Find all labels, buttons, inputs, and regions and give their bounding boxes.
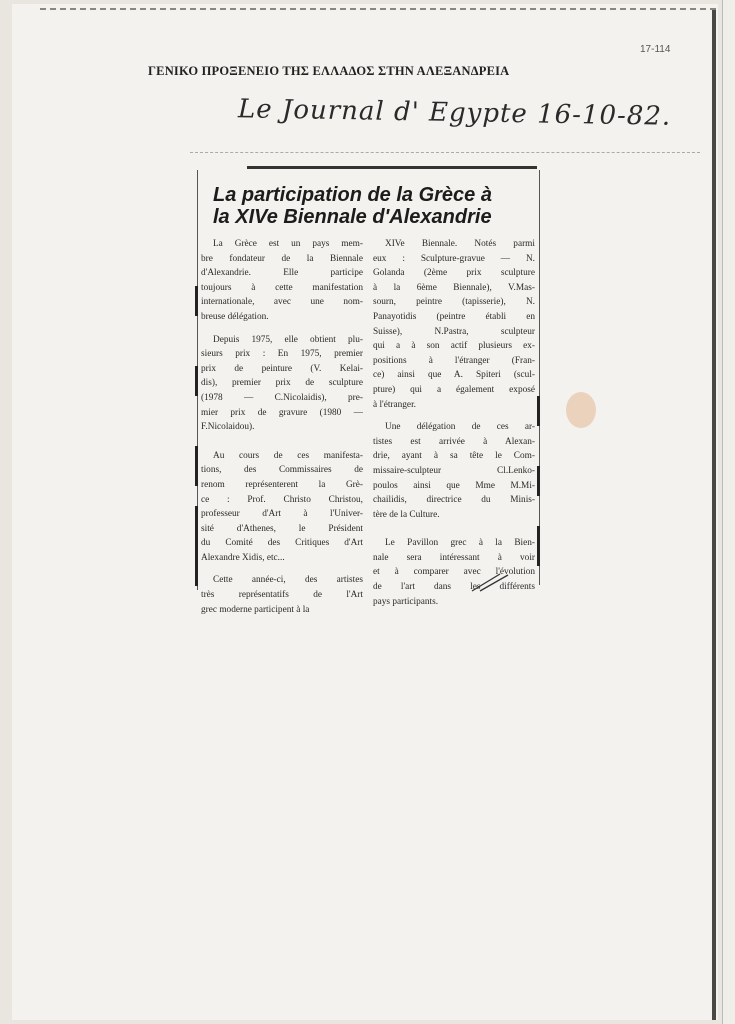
page-margin	[722, 0, 735, 1024]
article-text-line: qui a à son actif plusieurs ex-	[373, 341, 535, 352]
article-text-line: à la 6ème Biennale), V.Mas-	[373, 282, 535, 293]
top-divider	[40, 8, 716, 10]
article-text-line: Alexandre Xidis, etc...	[201, 552, 285, 563]
article-text-line: et à comparer avec l'évolution	[373, 567, 535, 578]
dashed-divider	[190, 152, 700, 153]
article-text-line: drie, ayant à sa tête le Com-	[373, 451, 535, 462]
article-text-line: professeur d'Art à l'Univer-	[201, 509, 363, 520]
letterhead: ΓΕΝΙΚΟ ΠΡΟΞΕΝΕΙΟ ΤΗΣ ΕΛΛΑΔΟΣ ΣΤΗΝ ΑΛΕΞΑΝΔΡΕΙΑ	[148, 64, 510, 78]
article-text-line: tistes est arrivée à Alexan-	[373, 436, 535, 447]
column-rule	[537, 396, 540, 426]
column-rule	[195, 366, 198, 396]
article-text-line: pture) qui a également exposé	[373, 384, 535, 395]
article-text-line: sité d'Athenes, le Président	[201, 523, 363, 534]
article-text-line: toujours à cette manifestation	[201, 282, 363, 293]
article-title-line-2: la XIVe Biennale d'Alexandrie	[213, 206, 492, 228]
article-text-line: tère de la Culture.	[373, 509, 440, 520]
article-text-line: positions à l'étranger (Fran-	[373, 355, 535, 366]
page-edge	[712, 8, 716, 1020]
article-text-line: Une délégation de ces ar-	[385, 422, 535, 433]
paragraph-gap	[373, 412, 535, 420]
article-text-line: ce) ainsi que A. Spiteri (scul-	[373, 370, 535, 381]
article-text-line: internationale, avec une nom-	[201, 297, 363, 308]
article-column-left	[201, 237, 363, 617]
column-rule	[537, 526, 540, 566]
paragraph-gap	[201, 565, 363, 573]
article-text-line: ce : Prof. Christo Christou,	[201, 494, 363, 505]
article-text-line: dis), premier prix de sculpture	[201, 378, 363, 389]
article-text-line: à l'étranger.	[373, 399, 416, 410]
article-text-line: Panayotidis (peintre établi en	[373, 311, 535, 322]
article-text-line: pays participants.	[373, 596, 439, 607]
newspaper-clipping	[195, 166, 541, 615]
article-text-line: poulos ainsi que Mme M.Mi-	[373, 480, 535, 491]
article-text-line: Golanda (2ème prix sculpture	[373, 268, 535, 279]
clipping-top-rule	[247, 166, 537, 169]
article-text-line: d'Alexandrie. Elle participe	[201, 268, 363, 279]
column-rule	[195, 446, 198, 486]
article-text-line: tions, des Commissaires de	[201, 465, 363, 476]
article-text-line: nale sera intéressant à voir	[373, 552, 535, 563]
article-text-line: renom représenterent la Grè-	[201, 479, 363, 490]
article-text-line: sourn, peintre (tapisserie), N.	[373, 297, 535, 308]
paragraph-gap	[201, 435, 363, 449]
column-rule	[195, 506, 198, 586]
article-text-line: missaire-sculpteur Cl.Lenko-	[373, 465, 535, 476]
article-text-line: Cette année-ci, des artistes	[213, 575, 363, 586]
article-text-line: (1978 — C.Nicolaidis), pre-	[201, 392, 363, 403]
article-text-line: Suisse), N.Pastra, sculpteur	[373, 326, 535, 337]
column-rule	[537, 466, 540, 496]
article-text-line: grec moderne participent à la	[201, 604, 310, 615]
reference-number: 17-114	[640, 44, 671, 55]
handwritten-source-note: Le Journal d' Egypte 16-10-82.	[237, 94, 672, 132]
article-text-line: Depuis 1975, elle obtient plu-	[213, 334, 363, 345]
column-rule	[195, 286, 198, 316]
article-title-line-1: La participation de la Grèce à	[213, 184, 492, 206]
article-text-line: Le Pavillon grec à la Bien-	[385, 538, 535, 549]
end-mark-icon	[470, 572, 510, 592]
article-text-line: sieurs prix : En 1975, premier	[201, 349, 363, 360]
clipping-right-border	[539, 170, 540, 585]
paragraph-gap	[201, 325, 363, 333]
article-text-line: très représentatifs de l'Art	[201, 590, 363, 601]
article-text-line: prix de peinture (V. Kelai-	[201, 363, 363, 374]
article-text-line: de l'art dans les différents	[373, 582, 535, 593]
paper-stain	[566, 392, 596, 428]
article-text-line: breuse délégation.	[201, 311, 269, 322]
paragraph-gap	[373, 522, 535, 536]
article-text-line: La Grèce est un pays mem-	[213, 239, 363, 249]
article-text-line: Au cours de ces manifesta-	[213, 450, 363, 461]
article-column-right	[373, 237, 535, 609]
article-text-line: XIVe Biennale. Notés parmi	[385, 239, 535, 249]
article-text-line: chailidis, directrice du Minis-	[373, 495, 535, 506]
article-text-line: du Comité des Critiques d'Art	[201, 538, 363, 549]
article-text-line: bre fondateur de la Biennale	[201, 253, 363, 264]
article-text-line: F.Nicolaidou).	[201, 422, 255, 433]
article-text-line: eux : Sculpture-gravue — N.	[373, 253, 535, 264]
article-text-line: mier prix de gravure (1980 —	[201, 407, 363, 418]
